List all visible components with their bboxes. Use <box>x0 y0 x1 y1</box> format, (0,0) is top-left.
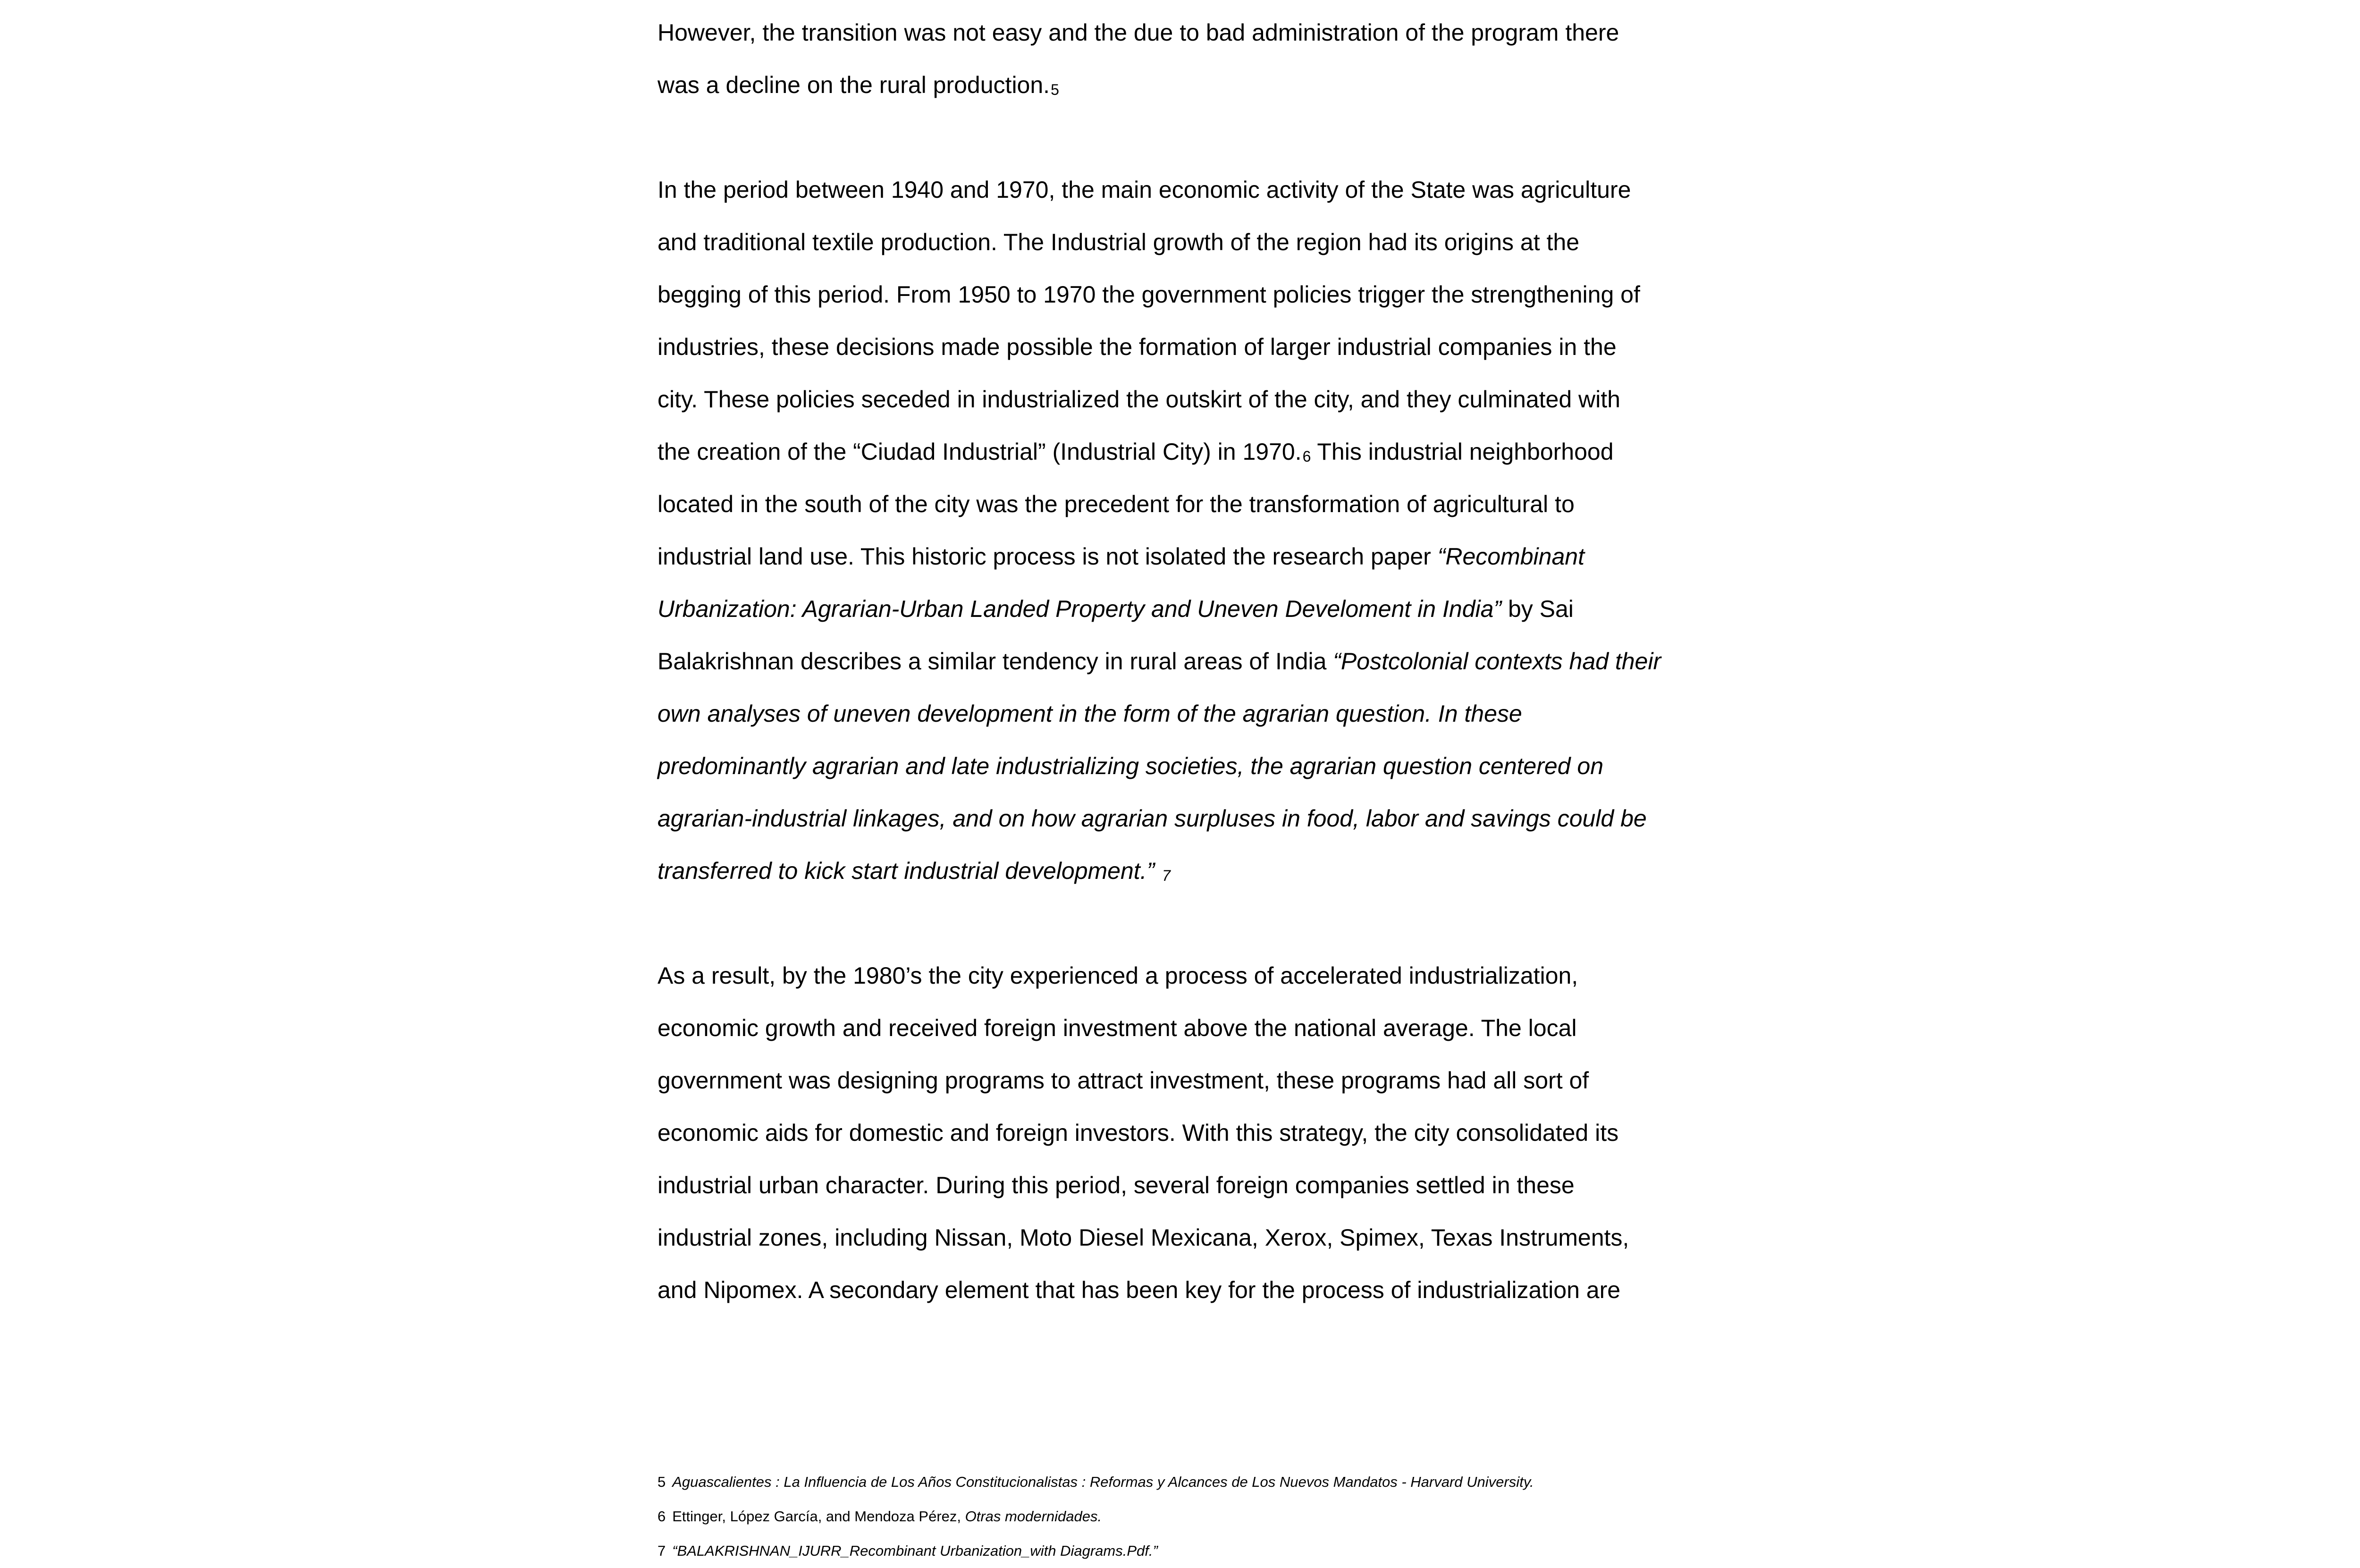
text-run: Urbanization: Agrarian-Urban Landed Property and Uneven Develoment in India” <box>657 596 1502 622</box>
text-run: and traditional textile production. The Industrial growth of the region had its origins at the <box>657 229 1580 255</box>
text-line <box>657 1107 1661 1159</box>
footnote <box>657 1465 1534 1499</box>
text-line <box>657 635 1661 688</box>
text-run: industries, these decisions made possible the formation of larger industrial companies in the <box>657 334 1617 360</box>
text-run: However, the transition was not easy and the due to bad administration of the program there <box>657 19 1619 46</box>
footnote-text: Ettinger, López García, and Mendoza Pérez, <box>672 1508 965 1525</box>
text-run: industrial zones, including Nissan, Moto Diesel Mexicana, Xerox, Spimex, Texas Instruments, <box>657 1224 1629 1251</box>
text-line <box>657 7 1661 59</box>
text-run: This industrial neighborhood <box>1311 438 1614 465</box>
text-run: begging of this period. From 1950 to 1970 the government policies trigger the strengthening of <box>657 281 1640 308</box>
text-line <box>657 740 1661 792</box>
text-run: was a decline on the rural production. <box>657 72 1050 98</box>
text-run: city. These policies seceded in industrialized the outskirt of the city, and they culminated with <box>657 386 1620 413</box>
text-line <box>657 426 1661 478</box>
text-line <box>657 1159 1661 1212</box>
text-run: “Recombinant <box>1437 543 1585 570</box>
footnote-number: 7 <box>657 1543 666 1559</box>
text-run: and Nipomex. A secondary element that has been key for the process of industrialization are <box>657 1277 1621 1303</box>
text-line <box>657 792 1661 845</box>
footnote-reference[interactable]: 6 <box>1302 448 1311 465</box>
text-line <box>657 688 1661 740</box>
footnote <box>657 1499 1534 1534</box>
text-run: government was designing programs to attract investment, these programs had all sort of <box>657 1067 1589 1094</box>
text-line <box>657 1054 1661 1107</box>
text-line <box>657 321 1661 373</box>
text-run: industrial land use. This historic process is not isolated the research paper <box>657 543 1438 570</box>
text-line <box>657 1264 1661 1316</box>
text-line <box>657 583 1661 635</box>
text-run: by Sai <box>1501 596 1574 622</box>
text-run: As a result, by the 1980’s the city experienced a process of accelerated industrialization, <box>657 962 1578 989</box>
text-run: own analyses of uneven development in the form of the agrarian question. In these <box>657 700 1522 727</box>
text-run: predominantly agrarian and late industrializing societies, the agrarian question centered on <box>657 753 1604 779</box>
footnote-number: 5 <box>657 1474 666 1490</box>
text-line <box>657 1002 1661 1054</box>
text-run: In the period between 1940 and 1970, the main economic activity of the State was agriculture <box>657 177 1631 203</box>
paragraph <box>657 950 1661 1316</box>
text-line <box>657 269 1661 321</box>
text-run: agrarian-industrial linkages, and on how agrarian surpluses in food, labor and savings could be <box>657 805 1647 832</box>
footnotes <box>657 1465 1534 1568</box>
footnote-reference[interactable]: 5 <box>1051 81 1059 98</box>
footnote-reference[interactable]: 7 <box>1162 867 1171 884</box>
text-run: the creation of the “Ciudad Industrial” (Industrial City) in 1970. <box>657 438 1302 465</box>
text-line <box>657 164 1661 216</box>
text-run: economic growth and received foreign investment above the national average. The local <box>657 1015 1577 1041</box>
text-line <box>657 373 1661 426</box>
footnote-text: “BALAKRISHNAN_IJURR_Recombinant Urbanization_with Diagrams.Pdf.” <box>672 1543 1158 1559</box>
paragraph <box>657 7 1661 111</box>
footnote <box>657 1534 1534 1568</box>
text-run: economic aids for domestic and foreign investors. With this strategy, the city consolidated its <box>657 1120 1619 1146</box>
text-run: located in the south of the city was the precedent for the transformation of agricultural to <box>657 491 1575 517</box>
footnote-text: Otras modernidades. <box>965 1508 1102 1525</box>
paragraph-gap <box>657 111 1661 164</box>
footnote-text: Aguascalientes : La Influencia de Los Años Constitucionalistas : Reformas y Alcances de Los Nuevos Mandatos - Harvard University. <box>672 1474 1534 1490</box>
text-line <box>657 478 1661 531</box>
text-line <box>657 531 1661 583</box>
text-line <box>657 59 1661 111</box>
text-run: transferred to kick start industrial development.” <box>657 858 1162 884</box>
paragraph <box>657 164 1661 897</box>
footnote-number: 6 <box>657 1508 666 1525</box>
text-line <box>657 1212 1661 1264</box>
body-text <box>657 7 1661 1316</box>
text-line <box>657 216 1661 269</box>
paragraph-gap <box>657 897 1661 950</box>
text-run: Balakrishnan describes a similar tendency in rural areas of India <box>657 648 1333 674</box>
text-line <box>657 845 1661 897</box>
text-run: “Postcolonial contexts had their <box>1333 648 1661 674</box>
text-line <box>657 950 1661 1002</box>
text-run: industrial urban character. During this period, several foreign companies settled in these <box>657 1172 1575 1198</box>
